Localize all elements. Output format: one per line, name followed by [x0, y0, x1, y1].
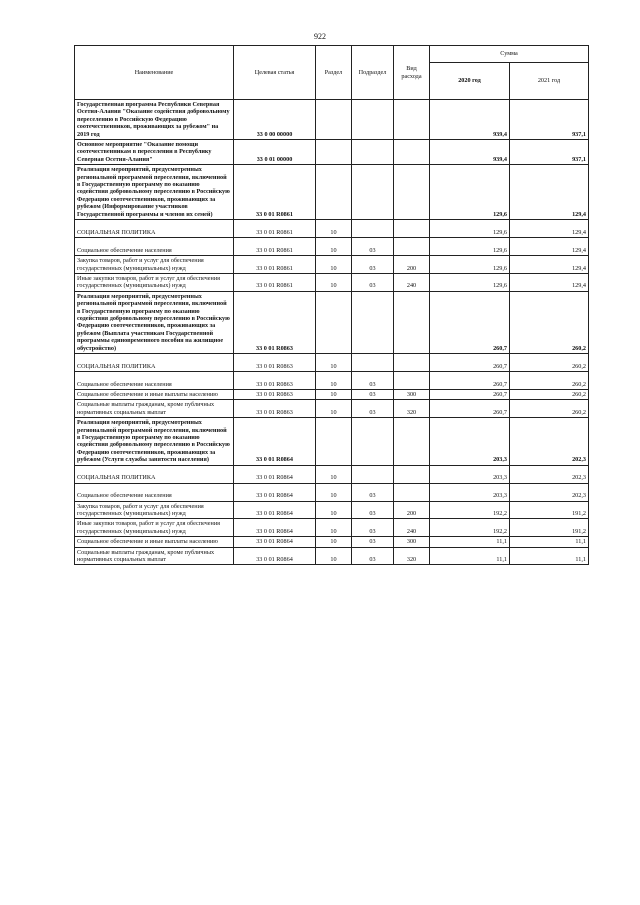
page-number: 922 [314, 32, 326, 41]
row-expense-type: 200 [394, 256, 430, 274]
table-header [75, 46, 589, 100]
row-subsection: 03 [352, 400, 394, 418]
row-section [316, 165, 352, 220]
row-sum-2020: 939,4 [430, 100, 510, 140]
row-name: Социальное обеспечение и иные выплаты населению [75, 537, 234, 547]
row-name: Социальное обеспечение населения [75, 371, 234, 389]
row-name: Иные закупки товаров, работ и услуг для обеспечения государственных (муниципальных) нужд [75, 519, 234, 537]
row-code: 33 0 01 R0864 [234, 519, 316, 537]
row-code: 33 0 01 R0864 [234, 501, 316, 519]
row-sum-2021: 11,1 [510, 537, 589, 547]
row-code: 33 0 01 R0864 [234, 483, 316, 501]
header-sum: Сумма [430, 46, 589, 63]
row-name: СОЦИАЛЬНАЯ ПОЛИТИКА [75, 465, 234, 483]
row-expense-type: 240 [394, 273, 430, 291]
row-subsection [352, 165, 394, 220]
row-section: 10 [316, 389, 352, 399]
row-sum-2021: 11,1 [510, 547, 589, 565]
row-expense-type: 240 [394, 519, 430, 537]
row-expense-type [394, 140, 430, 165]
row-sum-2020: 192,2 [430, 501, 510, 519]
row-name: Реализация мероприятий, предусмотренных региональной программой переселения, включенной в Государственную программу по оказанию содействия добровольному переселению в Российскую Федерацию соотечественников, проживающих за рубежом (Информирование участников Государственной программы и членов их семей) [75, 165, 234, 220]
row-sum-2021: 260,2 [510, 353, 589, 371]
row-sum-2020: 260,7 [430, 291, 510, 353]
row-sum-2021: 202,3 [510, 418, 589, 465]
row-sum-2020: 260,7 [430, 353, 510, 371]
table-row [75, 273, 589, 291]
row-sum-2020: 203,3 [430, 483, 510, 501]
row-expense-type: 320 [394, 400, 430, 418]
row-sum-2021: 129,4 [510, 273, 589, 291]
row-sum-2021: 260,2 [510, 291, 589, 353]
row-section: 10 [316, 501, 352, 519]
row-code: 33 0 01 00000 [234, 140, 316, 165]
row-name: Социальные выплаты гражданам, кроме публичных нормативных социальных выплат [75, 547, 234, 565]
table-row [75, 165, 589, 220]
row-subsection: 03 [352, 519, 394, 537]
row-sum-2021: 129,4 [510, 165, 589, 220]
row-subsection [352, 220, 394, 238]
table-row [75, 140, 589, 165]
row-section: 10 [316, 220, 352, 238]
row-section: 10 [316, 547, 352, 565]
row-sum-2021: 937,1 [510, 140, 589, 165]
row-name: Социальные выплаты гражданам, кроме публичных нормативных социальных выплат [75, 400, 234, 418]
row-subsection: 03 [352, 547, 394, 565]
row-expense-type: 300 [394, 389, 430, 399]
row-section: 10 [316, 353, 352, 371]
row-name: СОЦИАЛЬНАЯ ПОЛИТИКА [75, 220, 234, 238]
row-subsection [352, 100, 394, 140]
row-sum-2021: 260,2 [510, 371, 589, 389]
row-name: Социальное обеспечение населения [75, 483, 234, 501]
row-subsection: 03 [352, 501, 394, 519]
row-sum-2021: 202,3 [510, 483, 589, 501]
row-subsection: 03 [352, 256, 394, 274]
row-sum-2020: 11,1 [430, 547, 510, 565]
row-name: Реализация мероприятий, предусмотренных региональной программой переселения, включенной в Государственную программу по оказанию содействия добровольному переселению в Российскую Федерацию соотечественников, проживающих за рубежом (Выплата участникам Государственной программы единовременного пособия на жилищное обустройство) [75, 291, 234, 353]
row-sum-2021: 202,3 [510, 465, 589, 483]
table-row [75, 547, 589, 565]
row-code: 33 0 01 R0861 [234, 220, 316, 238]
table-row [75, 256, 589, 274]
row-sum-2021: 191,2 [510, 519, 589, 537]
row-sum-2020: 260,7 [430, 400, 510, 418]
table-row [75, 100, 589, 140]
row-sum-2020: 203,3 [430, 465, 510, 483]
row-expense-type [394, 291, 430, 353]
row-code: 33 0 01 R0863 [234, 353, 316, 371]
row-section: 10 [316, 400, 352, 418]
row-expense-type [394, 238, 430, 256]
row-sum-2021: 129,4 [510, 238, 589, 256]
row-expense-type [394, 418, 430, 465]
row-section: 10 [316, 483, 352, 501]
row-sum-2020: 203,3 [430, 418, 510, 465]
row-subsection: 03 [352, 389, 394, 399]
row-expense-type [394, 371, 430, 389]
row-name: Закупка товаров, работ и услуг для обеспечения государственных (муниципальных) нужд [75, 256, 234, 274]
row-code: 33 0 01 R0861 [234, 238, 316, 256]
row-subsection [352, 353, 394, 371]
row-sum-2020: 129,6 [430, 273, 510, 291]
row-name: Основное мероприятие "Оказание помощи соотечественникам в переселении в Республику Северная Осетия-Алания" [75, 140, 234, 165]
row-expense-type [394, 165, 430, 220]
row-subsection: 03 [352, 273, 394, 291]
table-row [75, 519, 589, 537]
row-section: 10 [316, 256, 352, 274]
row-name: Закупка товаров, работ и услуг для обеспечения государственных (муниципальных) нужд [75, 501, 234, 519]
header-section: Раздел [316, 46, 352, 100]
row-sum-2020: 192,2 [430, 519, 510, 537]
row-code: 33 0 01 R0863 [234, 400, 316, 418]
row-expense-type: 320 [394, 547, 430, 565]
row-code: 33 0 01 R0861 [234, 273, 316, 291]
row-code: 33 0 01 R0861 [234, 256, 316, 274]
row-sum-2020: 939,4 [430, 140, 510, 165]
row-section: 10 [316, 273, 352, 291]
table-row [75, 501, 589, 519]
row-subsection [352, 291, 394, 353]
budget-table [74, 45, 589, 565]
row-section: 10 [316, 519, 352, 537]
row-name: Государственная программа Республики Северная Осетия-Алания "Оказание содействия добровольному переселению в Российскую Федерацию соотечественников, проживающих за рубежом" на 2019 год [75, 100, 234, 140]
row-expense-type: 200 [394, 501, 430, 519]
row-expense-type [394, 483, 430, 501]
table-row [75, 238, 589, 256]
row-name: Иные закупки товаров, работ и услуг для обеспечения государственных (муниципальных) нужд [75, 273, 234, 291]
row-code: 33 0 01 R0864 [234, 547, 316, 565]
row-section [316, 100, 352, 140]
row-name: Социальное обеспечение населения [75, 238, 234, 256]
row-name: Реализация мероприятий, предусмотренных региональной программой переселения, включенной в Государственную программу по оказанию содействия добровольному переселению в Российскую Федерацию соотечественников, проживающих за рубежом (Услуги службы занятости населения) [75, 418, 234, 465]
table-row [75, 291, 589, 353]
row-section [316, 140, 352, 165]
row-code: 33 0 01 R0863 [234, 389, 316, 399]
row-subsection: 03 [352, 238, 394, 256]
table-row [75, 220, 589, 238]
row-code: 33 0 01 R0864 [234, 537, 316, 547]
row-code: 33 0 01 R0863 [234, 291, 316, 353]
table-row [75, 389, 589, 399]
row-expense-type [394, 465, 430, 483]
row-subsection: 03 [352, 483, 394, 501]
row-expense-type [394, 100, 430, 140]
table-row [75, 353, 589, 371]
table-row [75, 400, 589, 418]
row-sum-2021: 937,1 [510, 100, 589, 140]
header-year-2021: 2021 год [510, 63, 589, 100]
row-expense-type [394, 220, 430, 238]
row-section [316, 291, 352, 353]
row-sum-2021: 129,4 [510, 220, 589, 238]
row-code: 33 0 00 00000 [234, 100, 316, 140]
row-section: 10 [316, 537, 352, 547]
row-code: 33 0 01 R0861 [234, 165, 316, 220]
row-expense-type: 300 [394, 537, 430, 547]
row-sum-2020: 129,6 [430, 256, 510, 274]
row-name: СОЦИАЛЬНАЯ ПОЛИТИКА [75, 353, 234, 371]
row-section [316, 418, 352, 465]
table-row [75, 483, 589, 501]
row-subsection [352, 465, 394, 483]
table-row [75, 418, 589, 465]
table-row [75, 465, 589, 483]
row-sum-2021: 129,4 [510, 256, 589, 274]
row-code: 33 0 01 R0863 [234, 371, 316, 389]
row-sum-2020: 129,6 [430, 220, 510, 238]
row-sum-2020: 129,6 [430, 238, 510, 256]
table-row [75, 537, 589, 547]
row-code: 33 0 01 R0864 [234, 418, 316, 465]
row-expense-type [394, 353, 430, 371]
header-code: Целевая статья [234, 46, 316, 100]
row-subsection [352, 140, 394, 165]
row-sum-2020: 260,7 [430, 371, 510, 389]
row-section: 10 [316, 238, 352, 256]
row-sum-2020: 11,1 [430, 537, 510, 547]
table-body [75, 100, 589, 565]
row-sum-2021: 191,2 [510, 501, 589, 519]
row-name: Социальное обеспечение и иные выплаты населению [75, 389, 234, 399]
header-expense-type: Вид расхода [394, 46, 430, 100]
header-subsection: Подраздел [352, 46, 394, 100]
row-subsection [352, 418, 394, 465]
row-subsection: 03 [352, 537, 394, 547]
row-code: 33 0 01 R0864 [234, 465, 316, 483]
row-section: 10 [316, 465, 352, 483]
row-section: 10 [316, 371, 352, 389]
row-sum-2021: 260,2 [510, 389, 589, 399]
row-sum-2020: 260,7 [430, 389, 510, 399]
row-sum-2020: 129,6 [430, 165, 510, 220]
row-subsection: 03 [352, 371, 394, 389]
header-year-2020: 2020 год [430, 63, 510, 100]
table-row [75, 371, 589, 389]
header-name: Наименование [75, 46, 234, 100]
row-sum-2021: 260,2 [510, 400, 589, 418]
